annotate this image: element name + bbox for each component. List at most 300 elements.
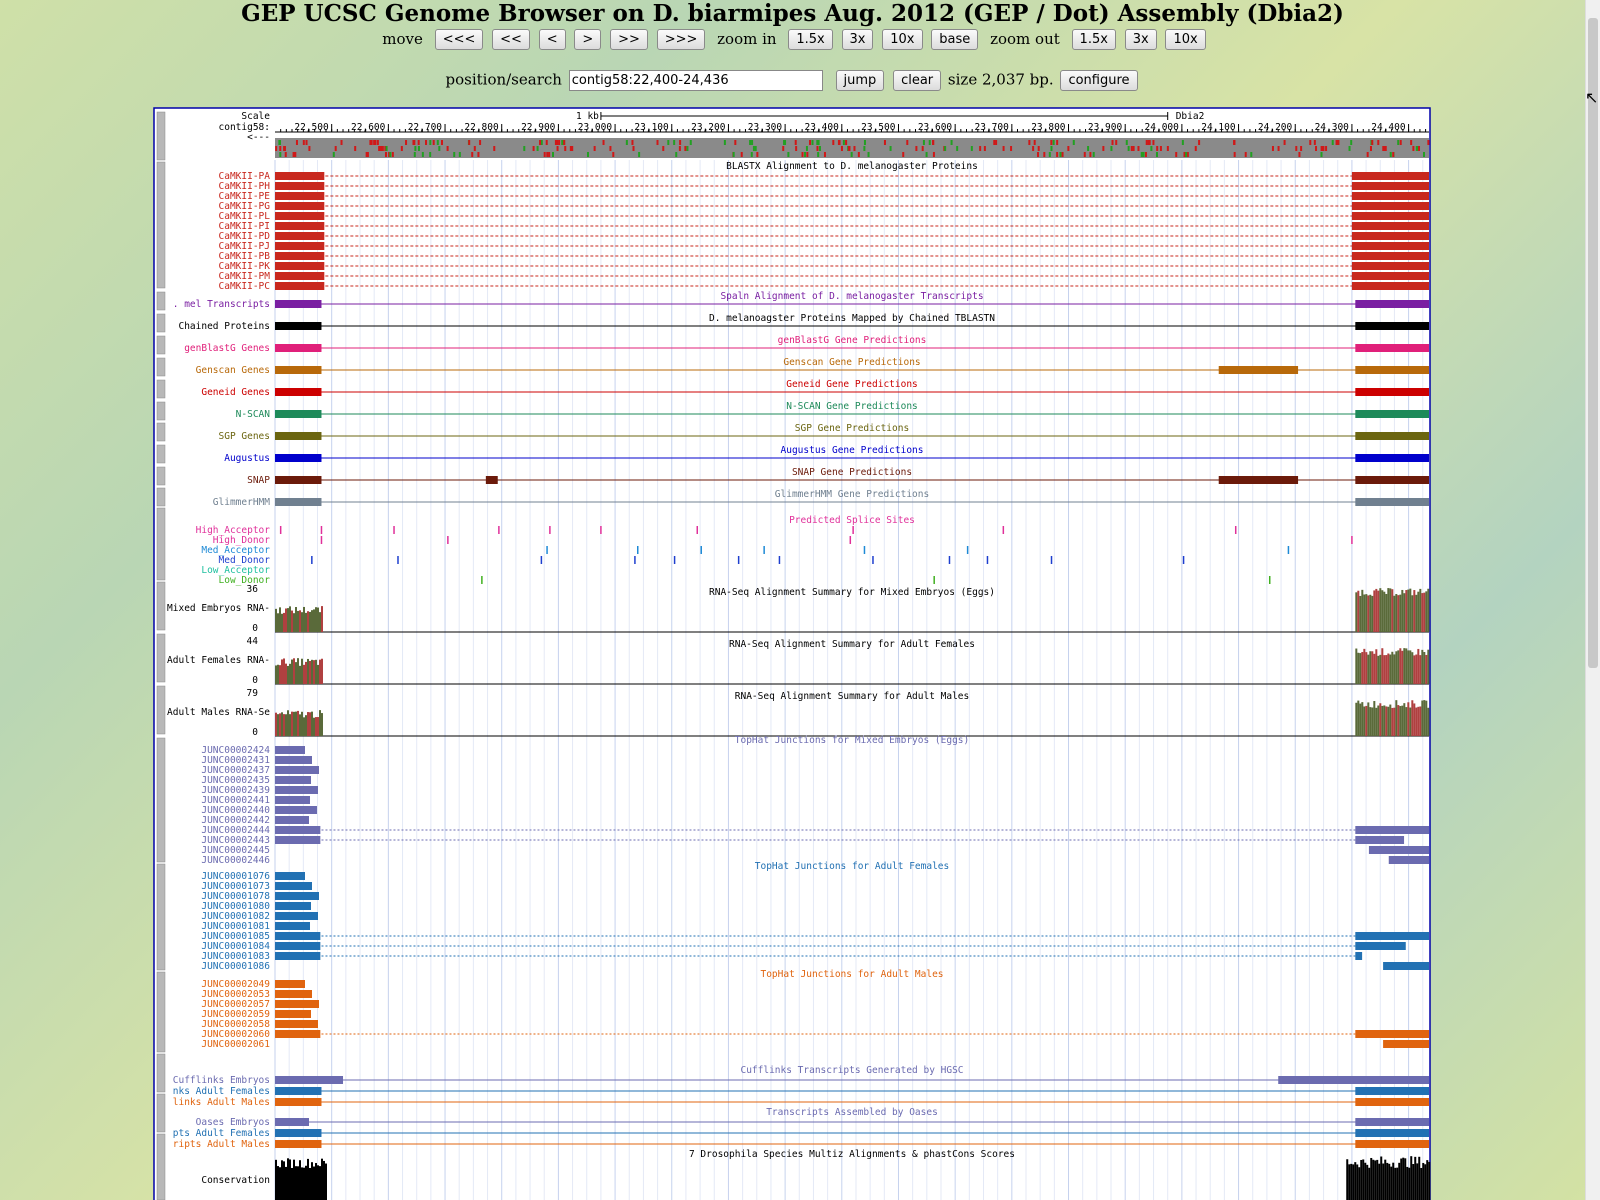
rnaseq-bar — [1427, 708, 1429, 736]
base-mark — [915, 146, 917, 151]
junction-label: JUNC00002053 — [201, 989, 270, 1000]
base-mark — [1272, 146, 1274, 151]
junction-block — [1389, 856, 1429, 864]
track-exon — [275, 388, 321, 396]
zoom-in-10x-button[interactable]: 10x — [882, 29, 922, 50]
move-step-right-button[interactable]: > — [574, 29, 601, 50]
rnaseq-bar — [285, 714, 287, 736]
zoom-in-3x-button[interactable]: 3x — [842, 29, 874, 50]
base-mark — [453, 152, 455, 157]
zoom-in-1-5x-button[interactable]: 1.5x — [788, 29, 832, 50]
oases-exon — [1355, 1129, 1429, 1137]
rnaseq-bar — [1413, 590, 1415, 632]
rnaseq-bar — [1409, 708, 1411, 736]
track-label: SGP Genes — [218, 431, 270, 442]
conservation-bar — [1346, 1159, 1348, 1200]
junction-block — [1355, 942, 1405, 950]
base-mark — [471, 152, 473, 157]
conservation-bar — [279, 1167, 281, 1200]
base-mark — [756, 152, 758, 157]
zoom-out-1-5x-button[interactable]: 1.5x — [1072, 29, 1116, 50]
rnaseq-bar — [309, 712, 311, 736]
base-mark — [806, 146, 808, 151]
rnaseq-min: 0 — [252, 623, 258, 634]
junction-block — [275, 980, 305, 988]
base-mark — [724, 140, 726, 145]
conservation-bar — [1360, 1160, 1362, 1200]
base-mark — [459, 152, 461, 157]
conservation-bar — [321, 1159, 323, 1200]
rnaseq-bar — [1361, 652, 1363, 684]
base-mark — [1143, 152, 1145, 157]
blastx-exon — [1352, 272, 1429, 280]
rnaseq-bar — [1367, 655, 1369, 684]
rnaseq-bar — [1427, 589, 1429, 632]
base-mark — [1032, 146, 1034, 151]
track-button — [157, 508, 165, 580]
blastx-label: CaMKII-PL — [218, 211, 270, 222]
base-mark — [1418, 146, 1420, 151]
base-mark — [612, 152, 614, 157]
base-mark — [667, 140, 669, 145]
rnaseq-bar — [315, 607, 317, 632]
blastx-label: CaMKII-PH — [218, 181, 270, 192]
base-mark — [275, 146, 277, 151]
junction-block — [1355, 932, 1429, 940]
junction-block — [275, 776, 311, 784]
blastx-exon — [275, 262, 324, 270]
conservation-bar — [1420, 1168, 1422, 1200]
rnaseq-bar — [1405, 648, 1407, 684]
rnaseq-bar — [1383, 655, 1385, 684]
rnaseq-bar — [1375, 649, 1377, 684]
base-mark — [843, 140, 845, 145]
conservation-title: 7 Drosophila Species Multiz Alignments & phastCons Scores — [688, 1149, 1016, 1160]
rnaseq-bar — [293, 613, 295, 632]
splice-label: High_Acceptor — [195, 525, 270, 536]
rnaseq-bar — [1355, 592, 1357, 632]
blastx-label: CaMKII-PA — [218, 171, 270, 182]
rnaseq-bar — [1383, 705, 1385, 736]
base-mark — [539, 140, 541, 145]
rnaseq-bar — [295, 662, 297, 684]
rnaseq-label: Adult Females RNA- — [167, 655, 270, 666]
base-mark — [405, 140, 407, 145]
base-mark — [544, 152, 546, 157]
ruler-tick-label: 23,100 — [634, 122, 669, 133]
base-mark — [371, 140, 373, 145]
base-mark — [468, 140, 470, 145]
conservation-bar — [299, 1160, 301, 1200]
base-mark — [902, 152, 904, 157]
base-mark — [603, 140, 605, 145]
track-label: N-SCAN — [235, 409, 270, 420]
oases-label: Oases Embryos — [195, 1117, 270, 1128]
base-mark — [1126, 140, 1128, 145]
track-label: GlimmerHMM — [212, 497, 270, 508]
rnaseq-bar — [1393, 596, 1395, 632]
base-mark — [1131, 146, 1133, 151]
base-mark — [749, 140, 751, 145]
base-mark — [951, 140, 953, 145]
blastx-title: BLASTX Alignment to D. melanogaster Proteins — [726, 161, 978, 172]
base-mark — [1400, 140, 1402, 145]
base-mark — [1112, 140, 1114, 145]
rnaseq-bar — [1361, 590, 1363, 632]
rnaseq-bar — [1419, 655, 1421, 684]
base-mark — [818, 140, 820, 145]
base-mark — [418, 146, 420, 151]
base-mark — [587, 152, 589, 157]
conservation-bar — [1424, 1164, 1426, 1200]
base-mark — [863, 146, 865, 151]
track-button — [157, 686, 165, 734]
base-mark — [1053, 140, 1055, 145]
conservation-bar — [325, 1164, 327, 1200]
base-mark — [633, 146, 635, 151]
rnaseq-bar — [1385, 706, 1387, 736]
base-mark — [385, 152, 387, 157]
rnaseq-bar — [1407, 702, 1409, 736]
rnaseq-bar — [1359, 704, 1361, 736]
rnaseq-bar — [1425, 701, 1427, 736]
base-mark — [932, 140, 934, 145]
cufflinks-label: links Adult Males — [172, 1097, 270, 1108]
rnaseq-bar — [1417, 707, 1419, 736]
rnaseq-bar — [1373, 590, 1375, 632]
rnaseq-bar — [307, 659, 309, 684]
track-exon — [1219, 366, 1298, 374]
blastx-exon — [1352, 212, 1429, 220]
junction-block — [275, 872, 305, 880]
junction-title: TopHat Junctions for Mixed Embryos (Eggs) — [734, 735, 970, 746]
base-mark — [414, 146, 416, 151]
splice-label: Low_Acceptor — [201, 565, 270, 576]
conservation-bar — [1352, 1164, 1354, 1200]
conservation-bar — [1406, 1167, 1408, 1200]
conservation-bar — [287, 1158, 289, 1200]
base-mark — [523, 146, 525, 151]
conservation-bar — [1390, 1167, 1392, 1200]
rnaseq-bar — [319, 660, 321, 684]
track-button — [157, 292, 165, 310]
blastx-exon — [275, 272, 324, 280]
rnaseq-bar — [1405, 707, 1407, 736]
junction-block — [275, 902, 311, 910]
rnaseq-bar — [1391, 652, 1393, 684]
rnaseq-bar — [1367, 595, 1369, 632]
base-mark — [922, 146, 924, 151]
junction-block — [275, 990, 312, 998]
base-mark — [1337, 140, 1339, 145]
base-mark — [1349, 146, 1351, 151]
conservation-bar — [1398, 1163, 1400, 1200]
rnaseq-bar — [1389, 655, 1391, 684]
rnaseq-bar — [287, 666, 289, 684]
track-button — [157, 864, 165, 970]
rnaseq-bar — [1397, 650, 1399, 684]
rnaseq-bar — [1387, 588, 1389, 632]
blastx-exon — [1352, 282, 1429, 290]
conservation-bar — [1356, 1164, 1358, 1200]
junction-label: JUNC00001086 — [201, 961, 270, 972]
rnaseq-bar — [1397, 595, 1399, 632]
base-mark — [1300, 146, 1302, 151]
base-mark — [1152, 140, 1154, 145]
base-mark — [1367, 152, 1369, 157]
rnaseq-bar — [1371, 651, 1373, 684]
base-mark — [1233, 140, 1235, 145]
move-far-left-button[interactable]: <<< — [435, 29, 484, 50]
rnaseq-bar — [303, 607, 305, 632]
base-mark — [673, 140, 675, 145]
base-mark — [845, 140, 847, 145]
contig-label: contig58: — [218, 122, 270, 133]
base-mark — [493, 146, 495, 151]
track-button — [157, 1094, 165, 1132]
base-mark — [884, 140, 886, 145]
conservation-bar — [275, 1160, 277, 1200]
rnaseq-bar — [1379, 655, 1381, 684]
rnaseq-bar — [293, 712, 295, 736]
rnaseq-bar — [277, 665, 279, 684]
base-mark — [374, 140, 376, 145]
base-mark — [1043, 152, 1045, 157]
rnaseq-bar — [281, 659, 283, 684]
rnaseq-bar — [1399, 648, 1401, 684]
base-mark — [537, 146, 539, 151]
rnaseq-bar — [277, 714, 279, 736]
rnaseq-bar — [297, 711, 299, 736]
base-mark — [1038, 146, 1040, 151]
base-mark — [1295, 146, 1297, 151]
base-mark — [1037, 152, 1039, 157]
configure-button[interactable]: configure — [1060, 70, 1137, 91]
rnaseq-bar — [1421, 593, 1423, 632]
track-button — [157, 314, 165, 332]
junction-block — [275, 1000, 319, 1008]
conservation-bar — [1364, 1163, 1366, 1200]
base-mark — [864, 140, 866, 145]
junction-label: JUNC00002441 — [201, 795, 270, 806]
base-mark — [838, 140, 840, 145]
track-exon — [1355, 498, 1429, 506]
junction-label: JUNC00001085 — [201, 931, 270, 942]
rnaseq-bar — [1423, 652, 1425, 684]
conservation-bar — [307, 1159, 309, 1200]
junction-label: JUNC00001076 — [201, 871, 270, 882]
rnaseq-bar — [299, 714, 301, 736]
rnaseq-bar — [305, 715, 307, 736]
rnaseq-min: 0 — [252, 675, 258, 686]
base-mark — [422, 152, 424, 157]
junction-block — [275, 1020, 318, 1028]
base-mark — [285, 152, 287, 157]
base-mark — [890, 146, 892, 151]
blastx-exon — [275, 282, 324, 290]
rnaseq-bar — [311, 712, 313, 736]
base-mark — [782, 146, 784, 151]
base-mark — [1141, 152, 1143, 157]
base-mark — [557, 146, 559, 151]
rnaseq-bar — [1395, 700, 1397, 736]
rnaseq-bar — [1381, 590, 1383, 632]
rnaseq-bar — [1355, 703, 1357, 736]
base-mark — [944, 146, 946, 151]
rnaseq-bar — [1363, 706, 1365, 736]
conservation-bar — [1366, 1165, 1368, 1200]
base-mark — [1073, 140, 1075, 145]
rnaseq-bar — [321, 606, 323, 632]
track-button — [157, 467, 165, 485]
base-mark — [437, 140, 439, 145]
ruler-tick-label: 24,000 — [1144, 122, 1179, 133]
rnaseq-bar — [1355, 649, 1357, 684]
junction-block — [275, 1010, 311, 1018]
base-mark — [474, 146, 476, 151]
conservation-bar — [297, 1166, 299, 1200]
rnaseq-bar — [1379, 703, 1381, 736]
conservation-label: Conservation — [201, 1175, 270, 1186]
move-far-right-button[interactable]: >>> — [657, 29, 706, 50]
conservation-bar — [1396, 1168, 1398, 1200]
base-mark — [841, 146, 843, 151]
blastx-label: CaMKII-PD — [218, 231, 270, 242]
rnaseq-bar — [313, 718, 315, 736]
rnaseq-bar — [291, 611, 293, 632]
base-mark — [563, 140, 565, 145]
blastx-exon — [1352, 172, 1429, 180]
junction-block — [275, 826, 320, 834]
junction-block — [275, 942, 320, 950]
rnaseq-bar — [1421, 701, 1423, 736]
base-mark — [923, 140, 925, 145]
base-mark — [684, 146, 686, 151]
clear-button[interactable]: clear — [893, 70, 941, 91]
conservation-bar — [281, 1160, 283, 1200]
junction-block — [275, 756, 312, 764]
conservation-bar — [1388, 1164, 1390, 1200]
base-mark — [832, 140, 834, 145]
base-mark — [1195, 146, 1197, 151]
rnaseq-bar — [1397, 705, 1399, 736]
junction-block — [1355, 826, 1429, 834]
rnaseq-bar — [1391, 589, 1393, 632]
zoom-in-base-button[interactable]: base — [931, 29, 978, 50]
scalebar-label: 1 kb — [576, 111, 599, 122]
rnaseq-bar — [1409, 589, 1411, 632]
rnaseq-bar — [1411, 700, 1413, 736]
track-title: SNAP Gene Predictions — [791, 467, 913, 478]
base-mark — [686, 146, 688, 151]
junction-label: JUNC00001080 — [201, 901, 270, 912]
blastx-label: CaMKII-PC — [218, 281, 270, 292]
rnaseq-bar — [295, 712, 297, 736]
base-mark — [819, 146, 821, 151]
track-button — [157, 582, 165, 630]
rnaseq-bar — [303, 717, 305, 736]
base-mark — [1392, 152, 1394, 157]
junction-label: JUNC00002442 — [201, 815, 270, 826]
position-search-input[interactable]: contig58:22,400-24,436 — [569, 70, 823, 91]
track-title: Geneid Gene Predictions — [786, 379, 918, 390]
base-mark — [817, 152, 819, 157]
base-mark — [1084, 152, 1086, 157]
rnaseq-bar — [1399, 595, 1401, 632]
rnaseq-bar — [315, 660, 317, 684]
scrollbar-thumb[interactable] — [1588, 18, 1598, 668]
rnaseq-bar — [1423, 700, 1425, 736]
page-title: GEP UCSC Genome Browser on D. biarmipes Aug. 2012 (GEP / Dot) Assembly (Dbia2) — [241, 0, 1344, 27]
conservation-bar — [1412, 1164, 1414, 1200]
blastx-label: CaMKII-PB — [218, 251, 270, 262]
base-mark — [956, 146, 958, 151]
base-mark — [1397, 140, 1399, 145]
base-mark — [401, 146, 403, 151]
base-mark — [1370, 146, 1372, 151]
track-label: Augustus — [224, 453, 270, 464]
rnaseq-bar — [319, 710, 321, 736]
move-left-button[interactable]: << — [492, 29, 530, 50]
base-mark — [413, 140, 415, 145]
conservation-bar — [1372, 1160, 1374, 1200]
jump-button[interactable]: jump — [836, 70, 885, 91]
junction-block — [275, 806, 317, 814]
base-mark — [303, 140, 305, 145]
blastx-exon — [1352, 242, 1429, 250]
move-step-left-button[interactable]: < — [539, 29, 566, 50]
move-right-button[interactable]: >> — [610, 29, 648, 50]
track-exon — [275, 344, 321, 352]
rnaseq-bar — [1359, 596, 1361, 632]
rnaseq-bar — [1403, 593, 1405, 632]
conservation-bar — [301, 1167, 303, 1200]
track-label: Genscan Genes — [195, 365, 270, 376]
track-button — [157, 162, 165, 288]
zoom-out-3x-button[interactable]: 3x — [1125, 29, 1157, 50]
junction-label: JUNC00002446 — [201, 855, 270, 866]
splice-label: Med_Donor — [218, 555, 270, 566]
junction-block — [275, 746, 305, 754]
zoom-out-10x-button[interactable]: 10x — [1165, 29, 1205, 50]
track-button — [157, 738, 165, 862]
conservation-bar — [319, 1166, 321, 1200]
conservation-bar — [309, 1168, 311, 1200]
rnaseq-bar — [1417, 649, 1419, 684]
track-button — [157, 380, 165, 398]
rnaseq-title: RNA-Seq Alignment Summary for Mixed Embryos (Eggs) — [709, 587, 995, 598]
base-mark — [657, 140, 659, 145]
rnaseq-bar — [1359, 653, 1361, 684]
ruler-tick-label: 22,500 — [294, 122, 329, 133]
ruler-tick-label: 22,800 — [464, 122, 499, 133]
base-mark — [1245, 152, 1247, 157]
rnaseq-bar — [1361, 702, 1363, 736]
blastx-exon — [1352, 262, 1429, 270]
conservation-bar — [283, 1161, 285, 1200]
base-mark — [679, 140, 681, 145]
base-mark — [675, 152, 677, 157]
blastx-exon — [1352, 252, 1429, 260]
base-mark — [1010, 146, 1012, 151]
rnaseq-bar — [1411, 652, 1413, 684]
rnaseq-bar — [1369, 651, 1371, 684]
rnaseq-bar — [1381, 648, 1383, 684]
vertical-scrollbar[interactable] — [1585, 0, 1600, 1200]
rnaseq-bar — [281, 712, 283, 736]
base-mark — [824, 152, 826, 157]
base-mark — [377, 140, 379, 145]
